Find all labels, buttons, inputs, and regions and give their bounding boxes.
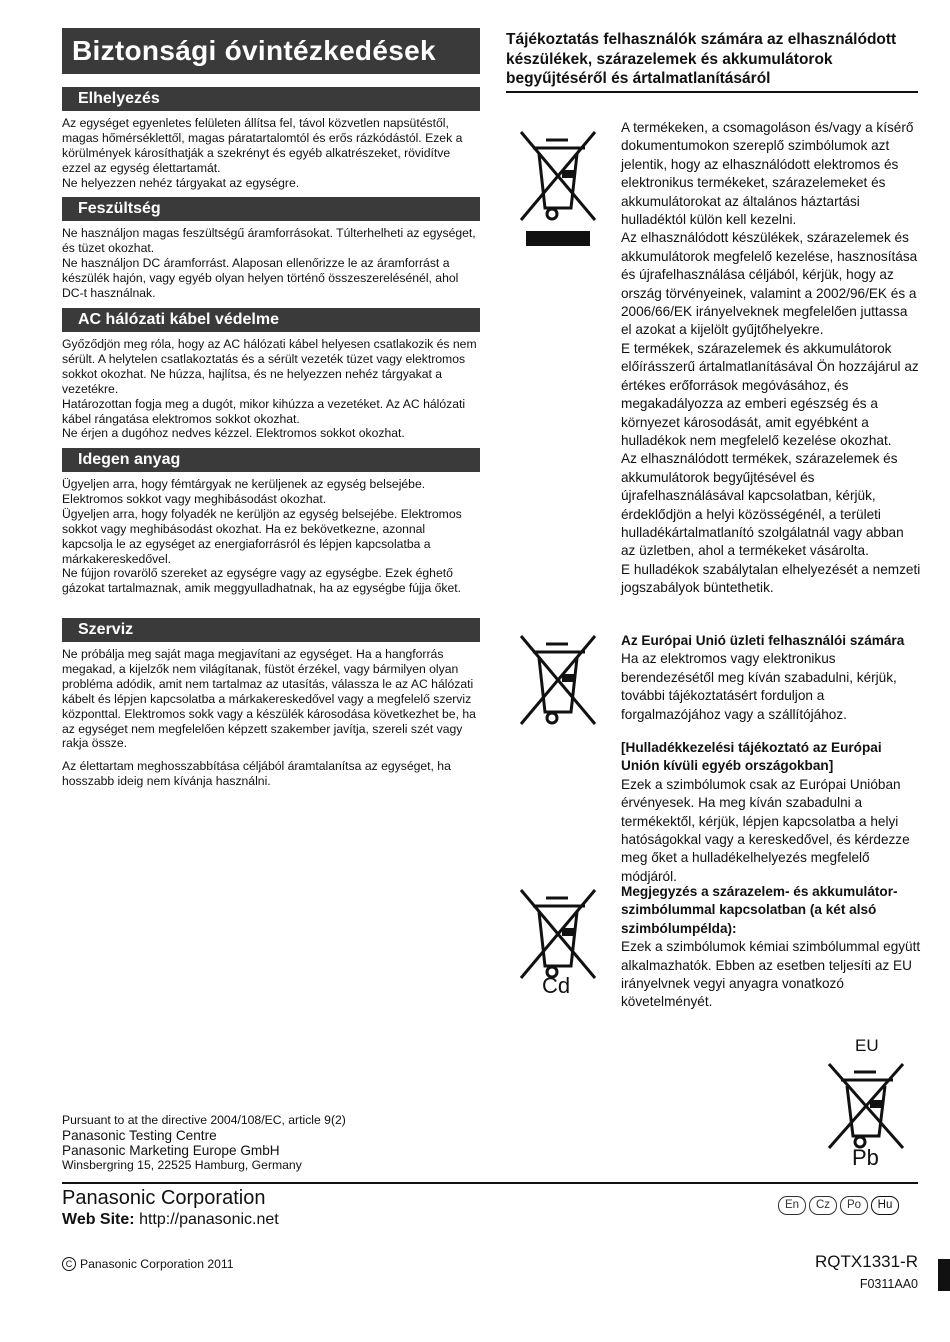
document-code: RQTX1331-R [815, 1252, 918, 1271]
section-heading-placement: Elhelyezés [62, 87, 480, 111]
website-link[interactable]: http://panasonic.net [139, 1211, 279, 1228]
section-body-ac-cable [62, 337, 478, 441]
paragraph: Ne próbálja meg saját maga megjavítani az egységet. Ha a hangforrás megakad, a kijelzők nem világítanak, füstöt érzékel, vagy bármilyen olyan probléma adódik, amit nem tartalmaz az utasítás, válassza le az AC hálózati kábelt és lépjen kapcsolatba a márkakereskedővel vagy a megfelelő szerviz központtal. Elektromos sokk vagy a készülék károsodása következhet be, ha az egységet nem megfelelően képzett szakember javítja, szereli szét vagy rakja össze. [62, 647, 476, 751]
crossed-bin-icon [516, 128, 600, 224]
section-heading-service: Szerviz [62, 618, 480, 642]
paragraph: Ne fújjon rovarölő szereket az egységre vagy az egységbe. Ezek éghető gázokat tartalmaznak, amik meggyulladhatnak, ha az egységbe fújja őket. [62, 566, 462, 596]
directive-note: Pursuant to at the directive 2004/108/EC, article 9(2) [62, 1113, 346, 1127]
testing-centre: Panasonic Testing Centre [62, 1128, 217, 1143]
section-body-placement [62, 116, 478, 191]
footer-divider [62, 1182, 918, 1184]
section-body-voltage [62, 226, 478, 301]
language-codes [778, 1196, 899, 1215]
crossed-bin-icon [824, 1060, 908, 1150]
section-body-service [62, 647, 478, 789]
paragraph: Ezek a szimbólumok kémiai szimbólummal együtt alkalmazhatók. Ebben az esetben teljesíti az EU irányelvnek vegyi anyagra vonatkozó követelményét. [621, 939, 921, 1010]
paragraph: Ha az elektromos vagy elektronikus berendezésétől meg kíván szabadulni, kérjük, további tájékoztatásért forduljon a forgalmazójához vagy a szállítójához. [621, 651, 897, 722]
paragraph: Győződjön meg róla, hogy az AC hálózati kábel helyesen csatlakozik és nem sérült. A helytelen csatlakoztatás és a sérült vezeték tüzet vagy elektromos sokkot okozhat. Ne húzza, hajlítsa, és ne helyezzen nehéz tárgyakat a vezetékre. [62, 337, 477, 396]
paragraph: Az elhasználódott termékek, szárazelemek és akkumulátorok begyűjtésével és újrafelhasználásával kapcsolatban, kérjük, érdeklődjön a helyi közösségénél, a területi hulladékártalmatlanító szolgálatnál vagy abban az üzletben, ahol a termékeket vásárolta. [621, 451, 904, 559]
copyright-line [62, 1256, 234, 1272]
paragraph: Az egységet egyenletes felületen állítsa fel, távol közvetlen napsütéstől, magas hőmérséklettől, magas páratartalomtól és erős rázkódástól. Ezek a körülmények károsíthatják a szekrényt és egyéb alkatrészeket, rövidítve ezzel az egység élettartamát. [62, 116, 463, 175]
eu-label: EU [855, 1036, 879, 1055]
section-heading-ac-cable: AC hálózati kábel védelme [62, 308, 480, 332]
language-badge-en: En [778, 1196, 806, 1215]
bin-underline-bar [526, 231, 590, 246]
paragraph: Ne helyezzen nehéz tárgyakat az egységre. [62, 175, 300, 190]
corporation-name: Panasonic Corporation [62, 1187, 266, 1209]
paragraph: Az élettartam meghosszabbítása céljából áramtalanítsa az egységet, ha hosszabb ideig nem kívánja használni. [62, 759, 451, 789]
block-heading: [Hulladékkezelési tájékoztató az Európai Unión kívüli egyéb országokban] [621, 740, 882, 774]
paragraph: Ezek a szimbólumok csak az Európai Unióban érvényesek. Ha meg kíván szabadulni a termékektől, kérjük, lépjen kapcsolatba a helyi hatóságokkal vagy a kereskedővel, és kérdezze meg őket a hulladékelhelyezés megfelelő módjáról. [621, 776, 910, 884]
info-block-non-eu [621, 739, 921, 886]
website-line [62, 1210, 279, 1230]
pb-symbol-label: Pb [852, 1145, 879, 1170]
company-name: Panasonic Marketing Europe GmbH [62, 1143, 280, 1158]
section-heading-voltage: Feszültség [62, 197, 480, 221]
paragraph: Az elhasználódott készülékek, szárazelemek és akkumulátorok megfelelő kezelése, hasznosítása és újrafelhasználása céljából, kérjük, hogy az ország törvényeinek, valamint a 2002/96/EK és a 2006/66/EK irányelveknek megfelelően juttassa el azokat a kijelölt gyűjtőhelyekre. [621, 230, 918, 338]
paragraph: Ne érjen a dugóhoz nedves kézzel. Elektromos sokkot okozhat. [62, 426, 405, 441]
section-body-foreign-matter [62, 477, 478, 596]
info-block-general [621, 119, 921, 598]
paragraph: Ne használjon DC áramforrást. Alaposan ellenőrizze le az áramforrást a készülék hajón, vagy egyéb olyan helyen történő összeszerelésénél, ahol DC-t használnak. [62, 255, 459, 300]
section-heading-foreign-matter: Idegen anyag [62, 448, 480, 472]
info-block-battery-note [621, 883, 923, 1012]
block-heading: Az Európai Unió üzleti felhasználói számára [621, 633, 905, 648]
language-badge-hu: Hu [871, 1196, 899, 1215]
info-title: Tájékoztatás felhasználók számára az elhasználódott készülékek, szárazelemek és akkumulátorok begyűjtéséről és ártalmatlanításáról [506, 31, 897, 87]
paragraph: Határozottan fogja meg a dugót, mikor kihúzza a vezetéket. Az AC hálózati kábel rángatása elektromos sokkot okozhat. [62, 396, 466, 426]
page-edge-tab [938, 1259, 950, 1291]
crossed-bin-icon [516, 886, 600, 982]
paragraph: A termékeken, a csomagoláson és/vagy a kísérő dokumentumokon szereplő szimbólumok azt jelentik, hogy az elhasználódott elektromos és elektronikus termékeket, szárazelemeket és akkumulátorokat az általános háztartási hulladéktól külön kell kezelni. [621, 120, 914, 228]
document-subcode: F0311AA0 [859, 1277, 918, 1291]
cd-symbol-label: Cd [542, 973, 571, 998]
page-title: Biztonsági óvintézkedések [62, 28, 480, 74]
paragraph: Ne használjon magas feszültségű áramforrásokat. Túlterhelheti az egységet, és tüzet okozhat. [62, 226, 476, 255]
info-block-business-users [621, 632, 921, 724]
paragraph: Ügyeljen arra, hogy folyadék ne kerüljön az egység belsejébe. Elektromos sokkot vagy meghibásodást okozhat. Ha ez bekövetkezne, azonnal kapcsolja le az egységet az energiaforrásról és lépjen kapcsolatba a márkakereskedővel. [62, 506, 462, 566]
paragraph: Ügyeljen arra, hogy fémtárgyak ne kerüljenek az egység belsejébe. Elektromos sokkot vagy meghibásodást okozhat. [62, 477, 426, 506]
company-address: Winsbergring 15, 22525 Hamburg, Germany [62, 1158, 302, 1172]
copyright-text: Panasonic Corporation 2011 [80, 1257, 234, 1271]
paragraph: E hulladékok szabálytalan elhelyezését a nemzeti jogszabályok büntethetik. [621, 561, 921, 596]
title-divider [506, 91, 918, 93]
crossed-bin-icon [516, 632, 600, 728]
language-badge-cz: Cz [809, 1196, 837, 1215]
block-heading: Megjegyzés a szárazelem- és akkumulátor-szimbólummal kapcsolatban (a két alsó szimbólumpélda): [621, 884, 898, 936]
copyright-icon: C [62, 1257, 76, 1271]
paragraph: E termékek, szárazelemek és akkumulátorok előírásszerű ártalmatlanításával Ön hozzájárul az értékes erőforrások megóvásához, és megakadályozza az emberi egészség és a környezet károsodását, amit egyébként a hulladékok nem megfelelő kezelése okozhat. [621, 340, 919, 448]
website-label: Web Site: [62, 1211, 135, 1228]
language-badge-po: Po [840, 1196, 868, 1215]
